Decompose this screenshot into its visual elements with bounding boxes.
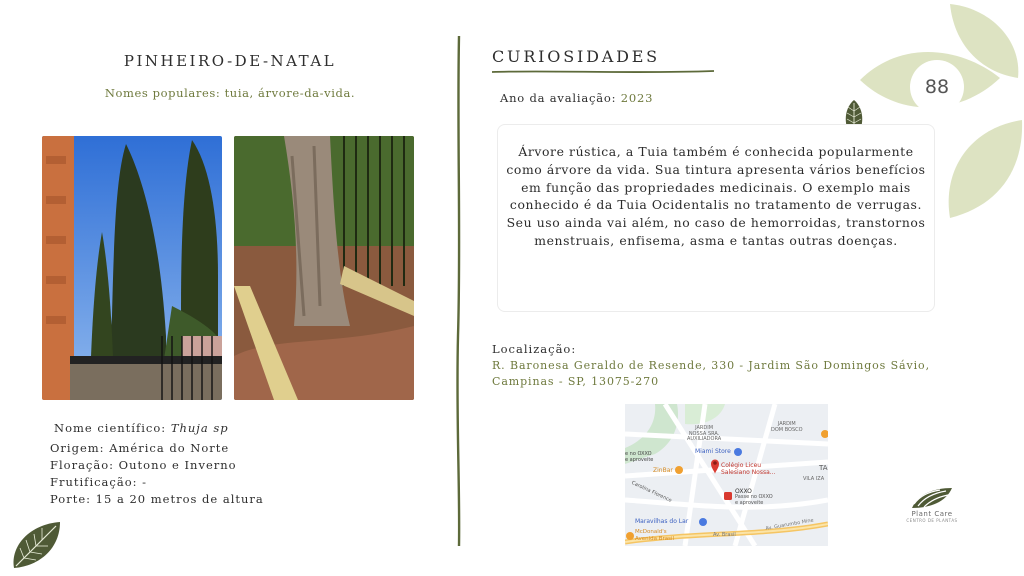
location-map[interactable] (625, 404, 828, 546)
tree-photo-trunk (234, 136, 414, 400)
year-value: 2023 (620, 91, 654, 105)
map-label-vila: VILA IZA (803, 476, 825, 482)
evaluation-year (500, 91, 653, 105)
size: Porte: 15 a 20 metros de altura (50, 492, 264, 506)
map-label-oxxo: OXXO (735, 488, 752, 495)
fruiting: Frutificação: - (50, 475, 148, 489)
plant-care-logo-name: Plant Care (911, 510, 953, 518)
flowering: Floração: Outono e Inverno (50, 458, 237, 472)
map-label-colegio: Colégio Liceu Salesiano Nossa... (721, 462, 776, 476)
title-underline (492, 68, 714, 76)
plant-title: PINHEIRO-DE-NATAL (123, 52, 337, 70)
column-divider (453, 36, 465, 546)
map-label-jardim-nossa: JARDIM NOSSA SRA. AUXILIADORA (687, 425, 722, 442)
scientific-name-row (54, 420, 264, 437)
location-label: Localização: (492, 342, 577, 356)
tree-photo-full (42, 136, 222, 400)
plant-specs (50, 420, 264, 508)
leaf-icon-bottom-left (10, 520, 62, 570)
map-label-mcdonalds: McDonald's Avenida Brasil (635, 529, 675, 542)
origin: Origem: América do Norte (50, 441, 230, 455)
location-address: R. Baronesa Geraldo de Resende, 330 - Jardim São Domingos Sávio, Campinas - SP, 13075-270 (492, 359, 930, 388)
plant-care-logo-icon (910, 486, 954, 510)
map-label-maravilhas: Maravilhas do Lar (635, 518, 689, 525)
year-label: Ano da avaliação: (500, 91, 617, 105)
map-label-ta: TA (819, 464, 828, 472)
map-label-oxxo-left: e no OXXO e aproveite (625, 451, 654, 463)
map-label-zinbar: ZinBar (653, 467, 673, 474)
scientific-label: Nome científico: (54, 421, 167, 435)
map-label-guarumbo: Av. Guarumbo Mine (765, 517, 815, 532)
popular-names: Nomes populares: tuia, árvore-da-vida. (104, 86, 356, 100)
scientific-name: Thuja sp (170, 421, 229, 435)
page-number: 88 (910, 60, 964, 114)
map-label-jardim-dom: JARDIM DOM BOSCO (771, 421, 803, 433)
plant-care-logo-tagline: CENTRO DE PLANTAS (906, 518, 958, 523)
map-label-av-brasil: Av. Brasil (713, 532, 736, 538)
curiosities-title: CURIOSIDADES (492, 47, 660, 66)
map-label-miami: Miami Store (695, 448, 731, 455)
map-label-oxxo-sub: Passe no OXXO e aproveite (735, 494, 773, 506)
description-card: Árvore rústica, a Tuia também é conhecida popularmente como árvore da vida. Sua tintura apresenta vários benefícios em função das propriedades medicinais. O exemplo mais conhecido é da Tuia Ocidentalis no tratamento de verrugas. Seu uso ainda vai além, no caso de hemorroidas, transtornos menstruais, enfisema, asma e tantas outras doenças. (497, 124, 935, 312)
map-label-florence: Carolina Florence (630, 480, 673, 504)
